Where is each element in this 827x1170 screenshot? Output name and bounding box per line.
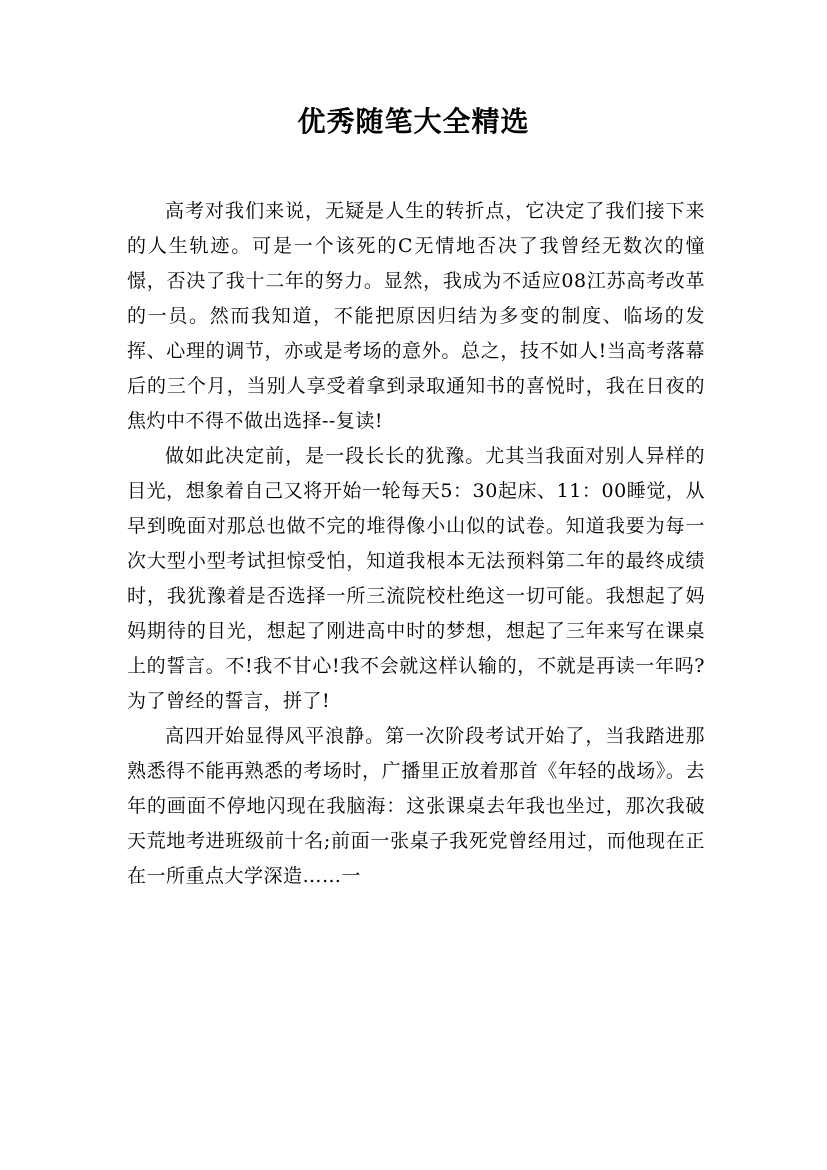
document-title: 优秀随笔大全精选 — [297, 105, 530, 138]
document-body — [127, 194, 705, 894]
paragraph-2: 做如此决定前，是一段长长的犹豫。尤其当我面对别人异样的目光，想象着自己又将开始一轮每天5：30起床、11：00睡觉，从早到晚面对那总也做不完的堆得像小山似的试卷。知道我要为每一次大型小型考试担惊受怕，知道我根本无法预料第二年的最终成绩时，我犹豫着是否选择一所三流院校杜绝这一切可能。我想起了妈妈期待的目光，想起了刚进高中时的梦想，想起了三年来写在课桌上的誓言。不!我不甘心!我不会就这样认输的，不就是再读一年吗?为了曾经的誓言，拼了! — [127, 445, 705, 712]
paragraph-3: 高四开始显得风平浪静。第一次阶段考试开始了，当我踏进那熟悉得不能再熟悉的考场时，广播里正放着那首《年轻的战场》。去年的画面不停地闪现在我脑海：这张课桌去年我也坐过，那次我破天荒地考进班级前十名;前面一张桌子我死党曾经用过，而他现在正在一所重点大学深造……一 — [127, 725, 705, 887]
paragraph-1: 高考对我们来说，无疑是人生的转折点，它决定了我们接下来的人生轨迹。可是一个该死的C无情地否决了我曾经无数次的憧憬，否决了我十二年的努力。显然，我成为不适应08江苏高考改革的一员。然而我知道，不能把原因归结为多变的制度、临场的发挥、心理的调节，亦或是考场的意外。总之，技不如人!当高考落幕后的三个月，当别人享受着拿到录取通知书的喜悦时，我在日夜的焦灼中不得不做出选择--复读! — [127, 200, 705, 432]
